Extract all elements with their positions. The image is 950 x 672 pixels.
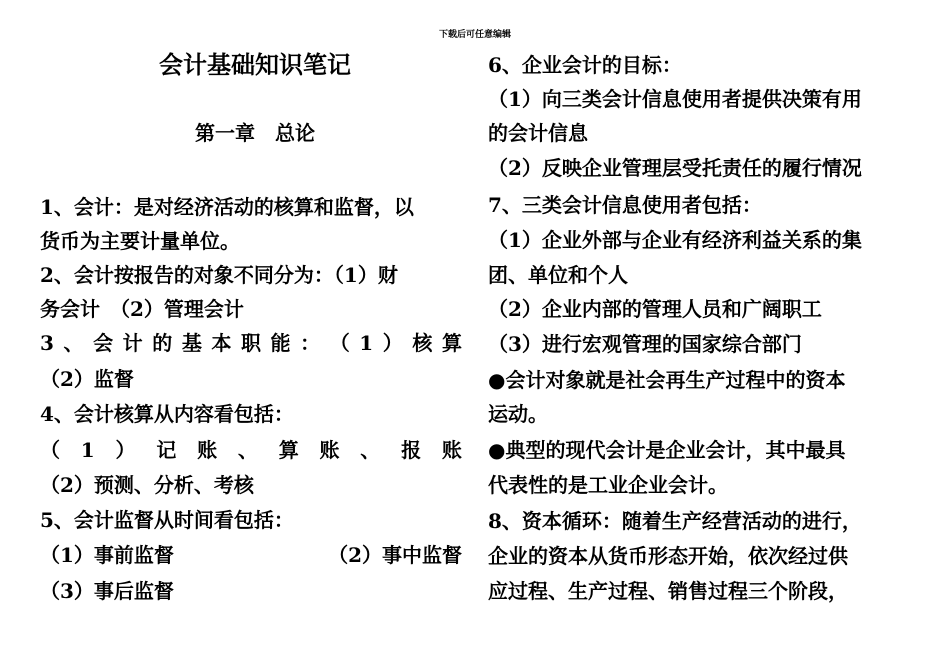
char: 记 — [156, 438, 177, 462]
char: 的 — [152, 331, 173, 355]
text-line: （3）进行宏观管理的国家综合部门 — [488, 332, 802, 356]
char: 、 — [237, 438, 258, 462]
text-line: 1、会计：是对经济活动的核算和监督，以 — [40, 195, 414, 219]
char: 核 — [412, 331, 433, 355]
char: （ — [329, 331, 350, 355]
text-line: 企业的资本从货币形态开始，依次经过供 — [488, 544, 848, 568]
char: 报 — [401, 438, 422, 462]
char: 1 — [359, 331, 374, 355]
text-line: 代表性的是工业企业会计。 — [488, 473, 728, 497]
char: 算 — [441, 331, 462, 355]
text-line: 务会计 （2）管理会计 — [40, 297, 244, 321]
char: 账 — [441, 438, 462, 462]
text-line: （1）向三类会计信息使用者提供决策有用 — [488, 87, 862, 111]
char: 、 — [360, 438, 381, 462]
char: ） — [382, 331, 403, 355]
char: 账 — [319, 438, 340, 462]
text-line: 5、会计监督从时间看包括： — [40, 508, 294, 532]
text-line-split — [40, 542, 462, 568]
text-line: （2）企业内部的管理人员和广阔职工 — [488, 297, 822, 321]
text-line: ●会计对象就是社会再生产过程中的资本 — [488, 368, 846, 392]
char: 能 — [270, 331, 291, 355]
char: ） — [115, 438, 136, 462]
text-line-justified — [40, 330, 462, 356]
text-line: （2）预测、分析、考核 — [40, 473, 254, 497]
char: 算 — [278, 438, 299, 462]
char: 本 — [211, 331, 232, 355]
text-line: ●典型的现代会计是企业会计，其中最具 — [488, 438, 846, 462]
char: 职 — [240, 331, 261, 355]
text-line: （2）反映企业管理层受托责任的履行情况 — [488, 156, 862, 180]
text-line: 4、会计核算从内容看包括： — [40, 402, 294, 426]
text-line: 团、单位和个人 — [488, 263, 628, 287]
document-title: 会计基础知识笔记 — [159, 50, 351, 79]
text-line: 2、会计按报告的对象不同分为：（1）财 — [40, 263, 398, 287]
char: 会 — [93, 331, 114, 355]
char: 、 — [63, 331, 84, 355]
text-line: 货币为主要计量单位。 — [40, 229, 240, 253]
text-line: 8、资本循环：随着生产经营活动的进行， — [488, 509, 862, 533]
text-line: （2）监督 — [40, 367, 134, 391]
char: ： — [300, 331, 321, 355]
header-note: 下载后可任意编辑 — [438, 30, 511, 40]
char: 账 — [197, 438, 218, 462]
text-line: （1）企业外部与企业有经济利益关系的集 — [488, 228, 862, 252]
split-right: （2）事中监督 — [328, 543, 462, 567]
text-line: 运动。 — [488, 402, 548, 426]
char: 1 — [80, 438, 95, 462]
text-line: 应过程、生产过程、销售过程三个阶段， — [488, 579, 848, 603]
chapter-heading: 第一章 总论 — [195, 121, 315, 145]
char: 计 — [122, 331, 143, 355]
text-line-justified — [40, 437, 462, 463]
split-left: （1）事前监督 — [40, 543, 174, 567]
text-line: 6、企业会计的目标： — [488, 53, 682, 77]
char: 基 — [181, 331, 202, 355]
text-line: 7、三类会计信息使用者包括： — [488, 193, 762, 217]
char: （ — [40, 438, 60, 462]
text-line: 的会计信息 — [488, 121, 588, 145]
text-line: （3）事后监督 — [40, 579, 174, 603]
char: 3 — [40, 331, 54, 355]
